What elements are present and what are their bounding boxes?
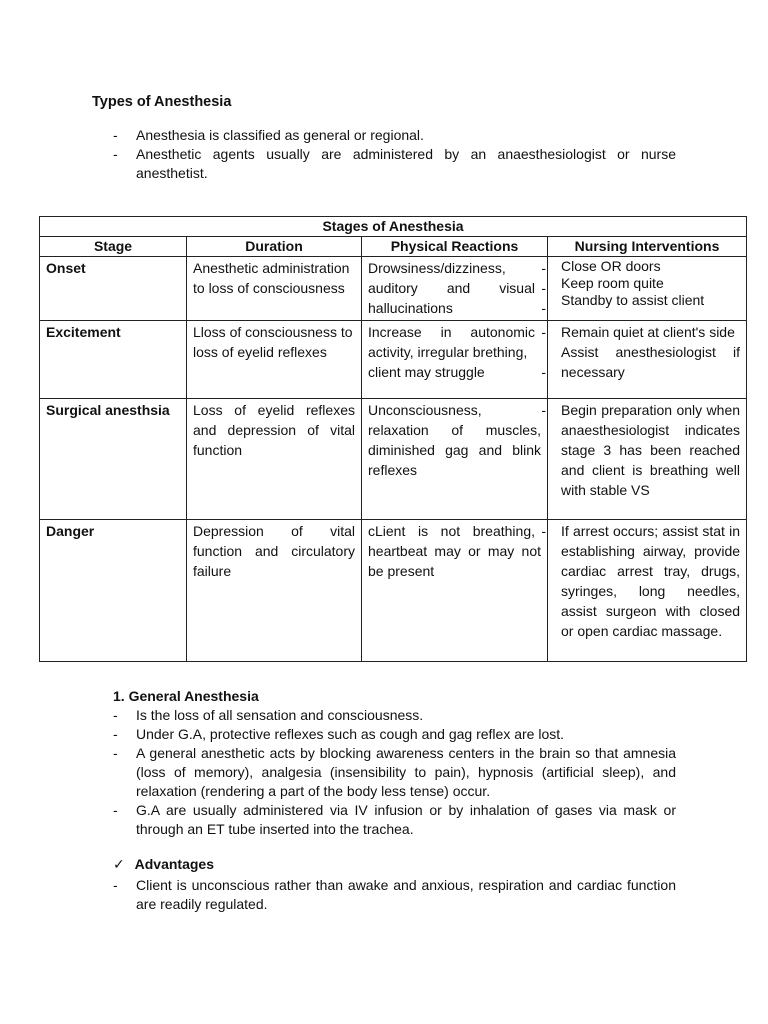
stage-cell: Surgical anesthsia (40, 399, 187, 520)
column-header: Duration (187, 237, 362, 257)
physical-cell: Drowsiness/dizziness, - auditory and visual - hallucinations - (362, 257, 548, 321)
nursing-line: Standby to assist client (561, 292, 705, 308)
intro-item: - Anesthesia is classified as general or regional. (113, 126, 676, 145)
checkmark-icon: ✓ (113, 856, 125, 872)
table-row (40, 321, 747, 399)
physical-cell: Increase in autonomic - activity, irregular brething, client may struggle - (362, 321, 548, 399)
physical-line: Drowsiness/dizziness, (368, 260, 506, 276)
nursing-line: If arrest occurs; assist stat in establishing airway, provide cardiac arrest tray, drugs, syringes, long needles, assist surgeon with closed or open cardiac massage. (561, 523, 741, 639)
duration-cell: Depression of vital function and circulatory failure (187, 520, 362, 662)
nursing-cell (548, 520, 747, 662)
physical-line: cLient is not breathing, (368, 523, 535, 539)
column-header: Stage (40, 237, 187, 257)
stage-cell: Excitement (40, 321, 187, 399)
physical-line: Unconsciousness, (368, 402, 482, 418)
physical-line: heartbeat may or may not be present (368, 543, 541, 579)
physical-cell: cLient is not breathing, - heartbeat may or may not be present (362, 520, 548, 662)
list-item: - A general anesthetic acts by blocking awareness centers in the brain so that amnesia (loss of memory), analgesia (insensibility to pain), hypnosis (artificial sleep), and relaxation (rendering a part of the body less tense) occur. (113, 744, 676, 801)
advantages-title: Advantages (134, 856, 214, 872)
table-row (40, 399, 747, 520)
list-item: - Under G.A, protective reflexes such as cough and gag reflex are lost. (113, 725, 676, 744)
nursing-cell (548, 257, 747, 321)
intro-item: - Anesthetic agents usually are administered by an anaesthesiologist or nurse anesthetist. (113, 145, 676, 183)
nursing-line: Assist anesthesiologist if necessary (561, 344, 741, 380)
nursing-line: Remain quiet at client's side (561, 324, 735, 340)
table-row (40, 520, 747, 662)
stage-cell: Onset (40, 257, 187, 321)
advantages-heading (113, 856, 214, 873)
column-header: Nursing Interventions (548, 237, 747, 257)
physical-line: client may struggle (368, 364, 485, 380)
stages-table (39, 216, 747, 662)
general-anesthesia-list (113, 706, 676, 839)
list-item: - Is the loss of all sensation and consciousness. (113, 706, 676, 725)
physical-line: activity, irregular brething, (368, 344, 528, 360)
column-header: Physical Reactions (362, 237, 548, 257)
physical-line: auditory and visual (368, 280, 535, 296)
stage-cell: Danger (40, 520, 187, 662)
list-item: - G.A are usually administered via IV infusion or by inhalation of gases via mask or through an ET tube inserted into the trachea. (113, 801, 676, 839)
nursing-cell (548, 399, 747, 520)
intro-list (113, 126, 676, 183)
duration-cell: Lloss of consciousness to loss of eyelid reflexes (187, 321, 362, 399)
nursing-cell (548, 321, 747, 399)
table-title: Stages of Anesthesia (40, 217, 747, 237)
table-row (40, 257, 747, 321)
duration-cell: Anesthetic administration to loss of consciousness (187, 257, 362, 321)
physical-line: hallucinations (368, 300, 453, 316)
section-heading: Types of Anesthesia (92, 94, 232, 110)
nursing-line: Keep room quite (561, 275, 664, 291)
duration-cell: Loss of eyelid reflexes and depression of vital function (187, 399, 362, 520)
list-item: - Client is unconscious rather than awake and anxious, respiration and cardiac function are readily regulated. (113, 876, 676, 914)
physical-line: Increase in autonomic (368, 324, 535, 340)
advantages-list (113, 876, 676, 914)
physical-cell: Unconsciousness, - relaxation of muscles, diminished gag and blink reflexes (362, 399, 548, 520)
physical-line: relaxation of muscles, diminished gag and blink reflexes (368, 422, 541, 478)
nursing-line: Begin preparation only when anaesthesiologist indicates stage 3 has been reached and client is breathing well with stable VS (561, 402, 741, 498)
nursing-line: Close OR doors (561, 258, 661, 274)
general-anesthesia-heading: 1. General Anesthesia (113, 688, 259, 704)
